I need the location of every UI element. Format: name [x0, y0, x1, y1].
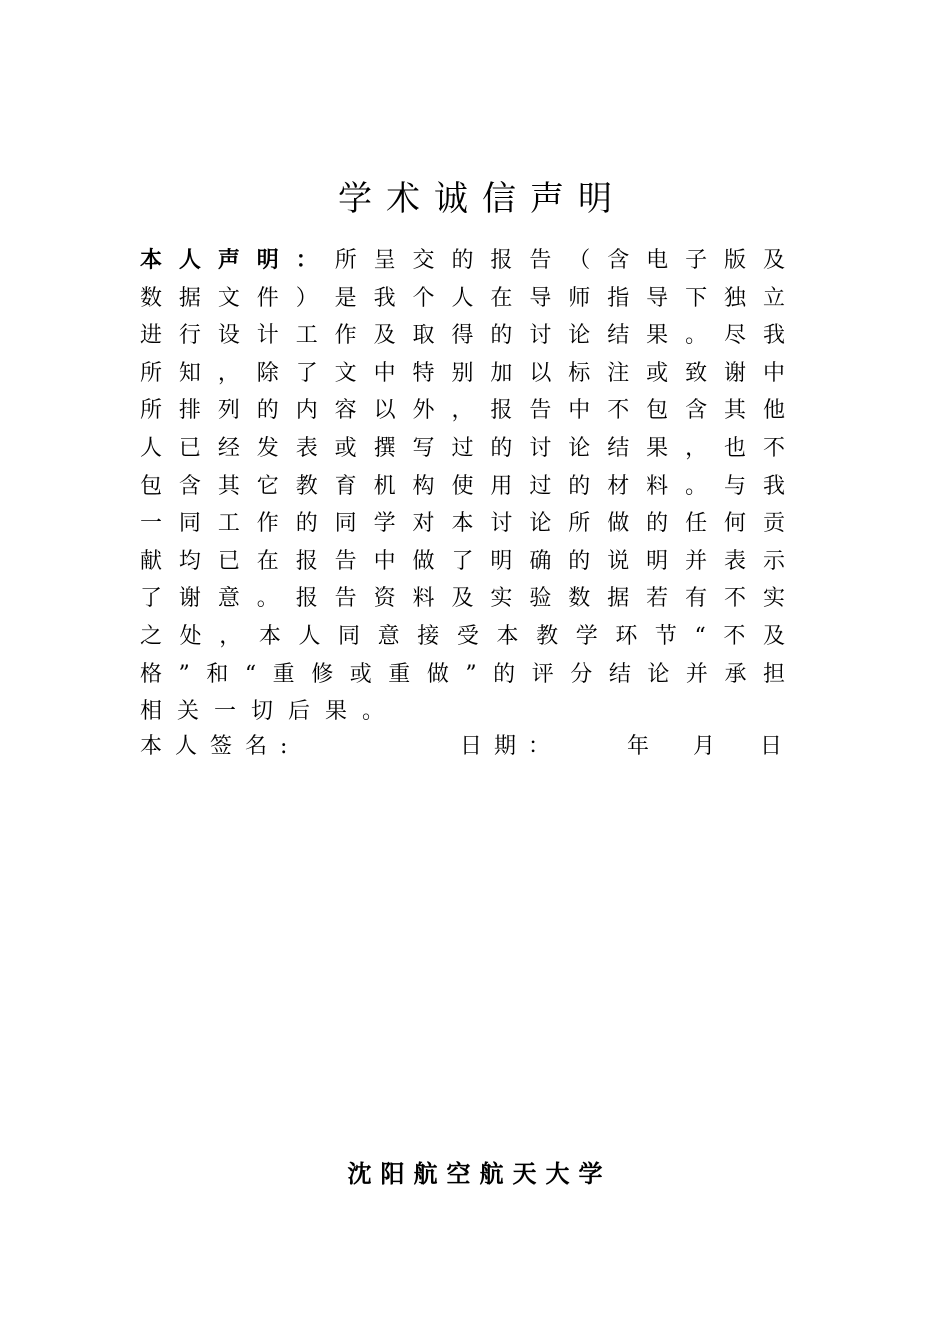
date-year-label: 年	[627, 734, 650, 759]
declaration-paragraph	[140, 242, 800, 731]
date-label: 日期：	[460, 734, 563, 759]
declaration-body: 所呈交的报告（含电子版及数据文件）是我个人在导师指导下独立进行设计工作及取得的讨论结果。尽我所知，除了文中特别加以标注或致谢中所排列的内容以外，报告中不包含其他人已经发表或撰写过的讨论结果，也不包含其它教育机构使用过的材料。与我一同工作的同学对本讨论所做的任何贡献均已在报告中做了明确的说明并表示了谢意。报告资料及实验数据若有不实之处，本人同意接受本教学环节“不及格”和“重修或重做”的评分结论并承担相关一切后果。	[140, 248, 800, 725]
date-month-label: 月	[693, 734, 716, 759]
declaration-lead: 本人声明：	[140, 248, 335, 273]
date-day-label: 日	[760, 734, 783, 759]
institution-name: 沈阳航空航天大学	[347, 1160, 612, 1188]
signature-label: 本人签名:	[140, 734, 301, 759]
page-title: 学术诚信声明	[338, 179, 626, 219]
signature-row	[140, 730, 800, 764]
